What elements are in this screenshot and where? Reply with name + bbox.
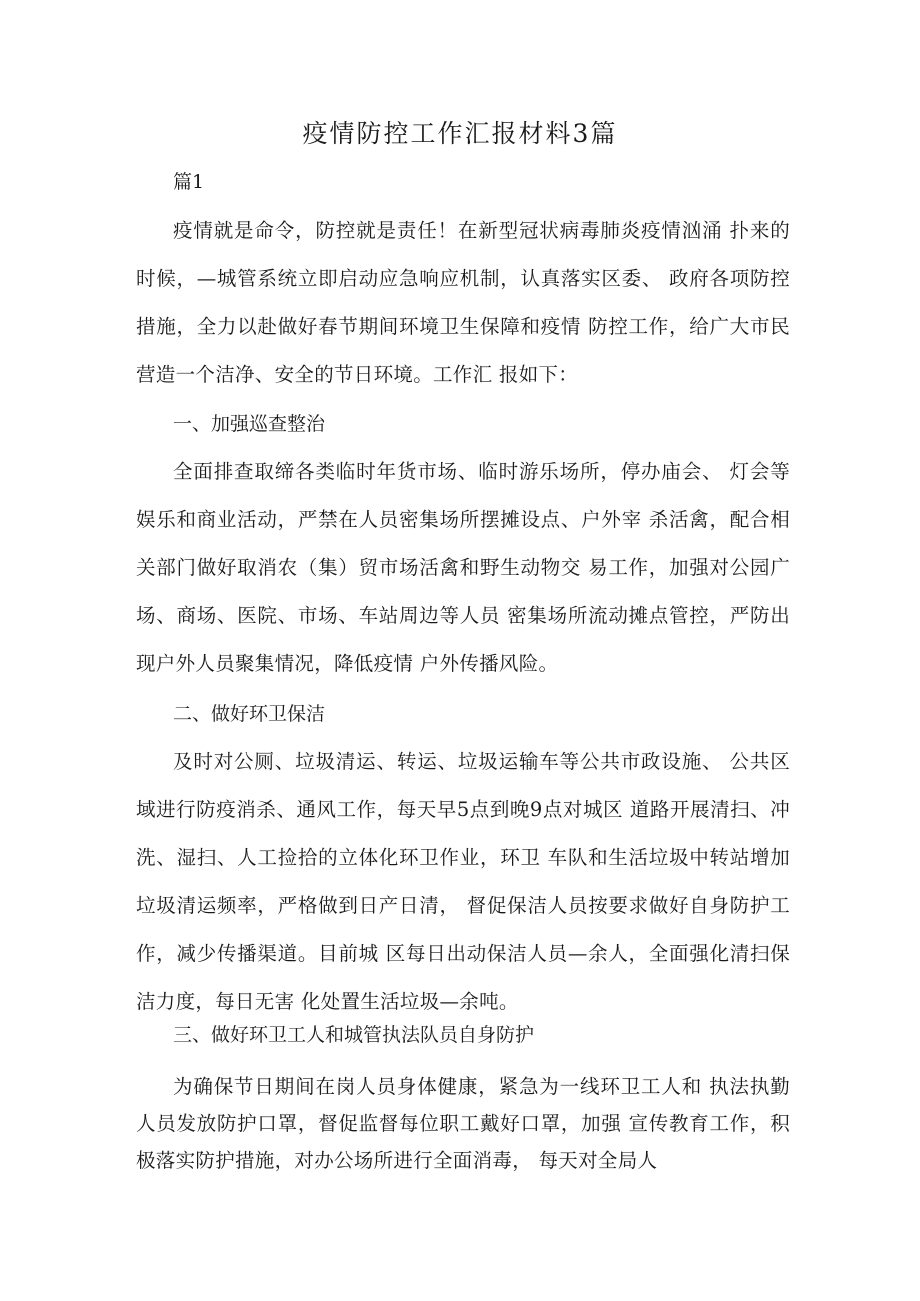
document-title: 疫情防控工作汇报材料3篇	[302, 119, 618, 148]
heading-1: 一、加强巡查整治	[173, 413, 326, 435]
heading-2: 二、做好环卫保洁	[173, 703, 326, 725]
paragraph-3: 为确保节日期间在岗人员身体健康，紧急为一线环卫工人和 执法执勤人员发放防护口罩，督促监督每位职工戴好口罩，加强 宣传教育工作，积极落实防护措施，对办公场所进行全面消毒， 每天对全局人	[136, 1075, 790, 1172]
intro-paragraph: 疫情就是命令，防控就是责任！在新型冠状病毒肺炎疫情汹涌 扑来的时候，—城管系统立即启动应急响应机制，认真落实区委、 政府各项防控措施，全力以赴做好春节期间环境卫生保障和疫情 防控工作，给广大市民营造一个洁净、安全的节日环境。工作汇 报如下：	[136, 219, 790, 386]
section-label: 篇1	[173, 171, 205, 193]
paragraph-2: 及时对公厕、垃圾清运、转运、垃圾运输车等公共市政设施、 公共区域进行防疫消杀、通风工作，每天早5点到晚9点对城区 道路开展清扫、冲洗、湿扫、人工捡拾的立体化环卫作业，环卫 车队和生活垃圾中转站增加垃圾清运频率，严格做到日产日清， 督促保洁人员按要求做好自身防护工作，减少传播渠道。目前城 区每日出动保洁人员—余人，全面强化清扫保洁力度，每日无害 化处置生活垃圾—余吨。	[136, 750, 790, 1013]
heading-3: 三、做好环卫工人和城管执法队员自身防护	[173, 1024, 535, 1046]
paragraph-1: 全面排查取缔各类临时年货市场、临时游乐场所，停办庙会、 灯会等娱乐和商业活动，严禁在人员密集场所摆摊设点、户外宰 杀活禽，配合相关部门做好取消农（集）贸市场活禽和野生动物交 易工作，加强对公园广场、商场、医院、市场、车站周边等人员 密集场所流动摊点管控，严防出现户外人员聚集情况，降低疫情 户外传播风险。	[136, 460, 790, 675]
